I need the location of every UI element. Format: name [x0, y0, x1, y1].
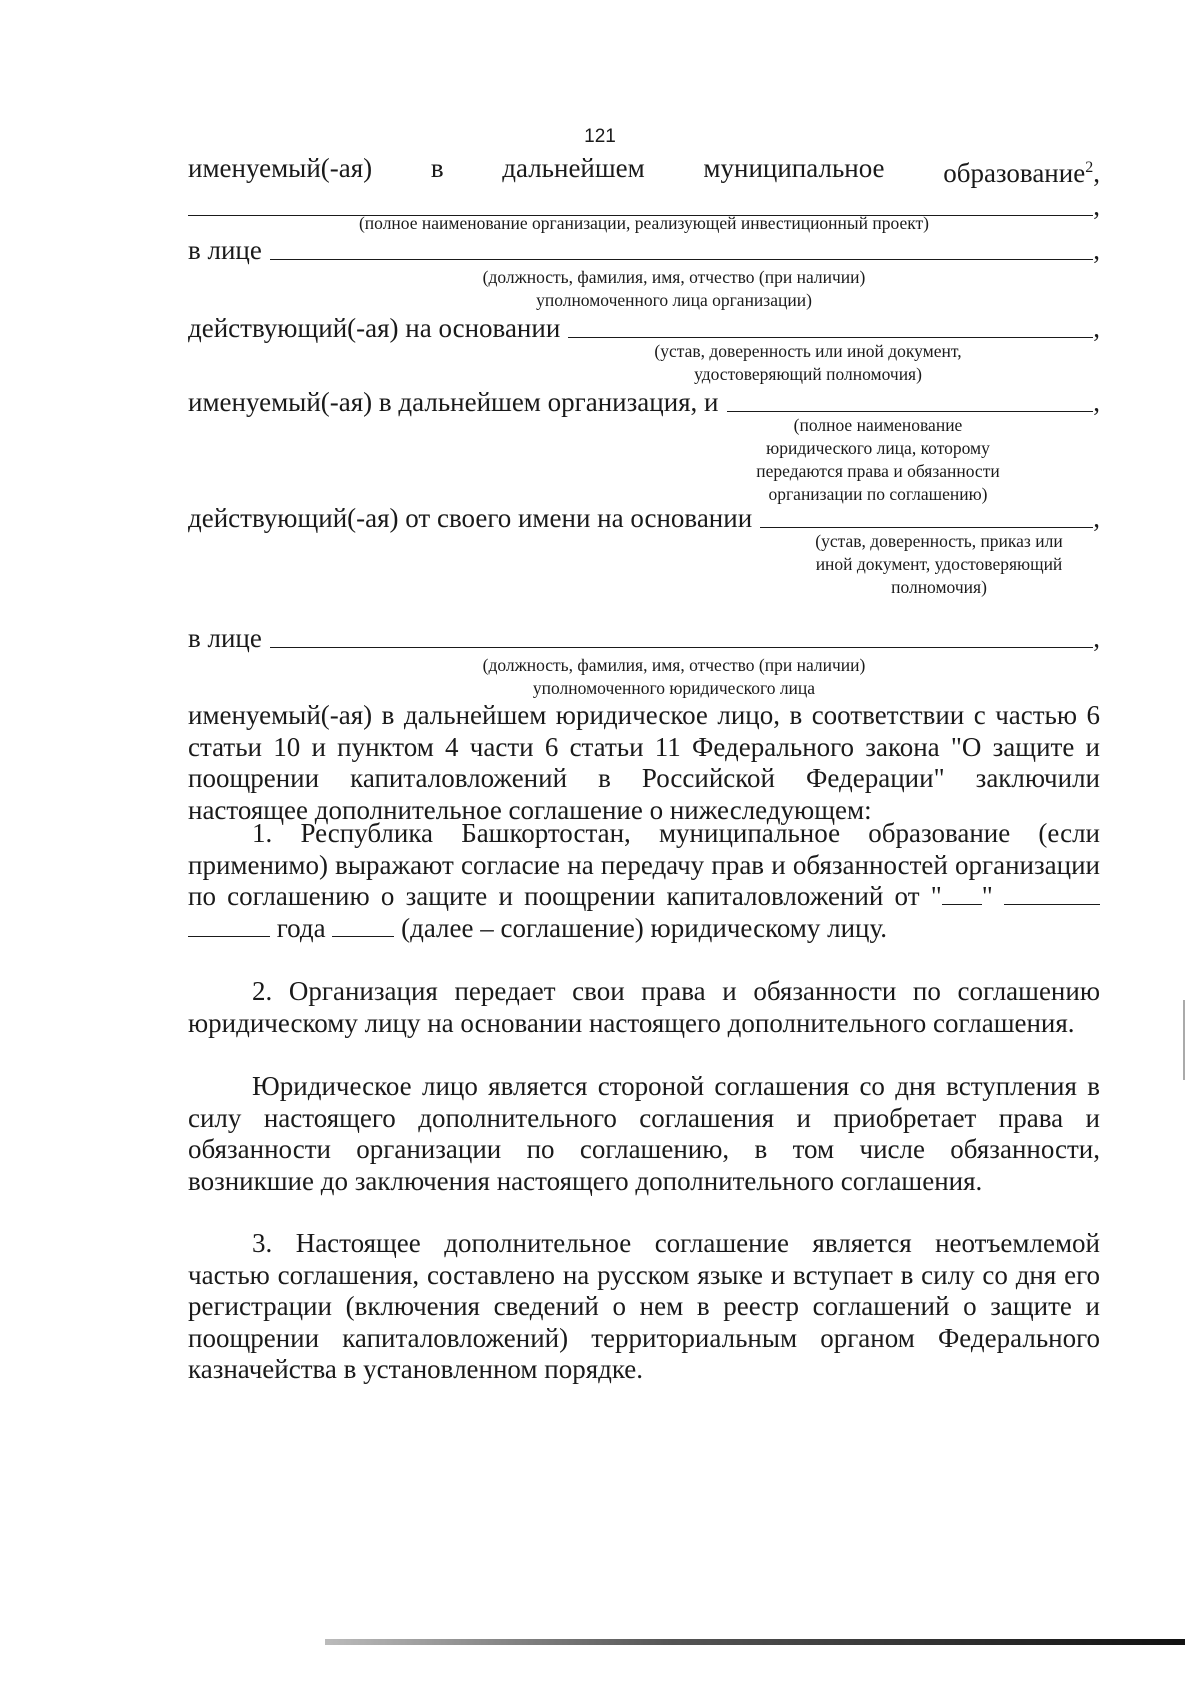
org-basis-blank[interactable]: [568, 313, 1093, 338]
legal-basis-note: (устав, доверенность, приказ или иной документ, удостоверяющий полномочия): [815, 531, 1063, 597]
intro-paragraph: именуемый(-ая) в дальнейшем юридическое лицо, в соответствии с частью 6 статьи 10 и пунктом 4 части 6 статьи 11 Федерального закона "О защите и поощрении капиталовложений в Российской Федерации" заключили настоящее дополнительное соглашение о нижеследующем:: [188, 700, 1100, 825]
org-name-note: (полное наименование организации, реализующей инвестиционный проект): [358, 213, 930, 233]
paragraph-3: 3. Настоящее дополнительное соглашение является неотъемлемой частью соглашения, составлено на русском языке и вступает в силу со дня его регистрации (включения сведений о нем в реестр соглашений о защите и поощрении капиталовложений) территориальным органом Федерального казначейства в установленном порядке.: [188, 1228, 1100, 1384]
acting-own-label: действующий(-ая) от своего имени на основании: [188, 503, 753, 533]
day-blank[interactable]: [942, 882, 982, 905]
named-org-label: именуемый(-ая) в дальнейшем организация, и: [188, 387, 719, 417]
org-person-blank[interactable]: [270, 235, 1093, 260]
org-person-note: (должность, фамилия, имя, отчество (при наличии) уполномоченного лица организации): [482, 267, 866, 310]
legal-name-note: (полное наименование юридического лица, которому передаются права и обязанности организации по соглашению): [756, 415, 1000, 504]
org-name-row: ,: [188, 190, 1100, 222]
legal-person-blank[interactable]: [270, 623, 1093, 648]
legal-basis-row: действующий(-ая) от своего имени на основании ,: [188, 503, 1100, 533]
legal-person-note: (должность, фамилия, имя, отчество (при наличии) уполномоченного юридического лица: [482, 655, 866, 698]
scan-margin-mark: [1183, 1000, 1185, 1080]
word-municipal: муниципальное: [703, 153, 885, 183]
in-person-label: в лице: [188, 235, 262, 265]
word-formation: образование$^2$,: [943, 158, 1100, 188]
paragraph-1: 1. Республика Башкортостан, муниципальное образование (если применимо) выражают согласие на передачу прав и обязанностей организации по соглашению о защите и поощрении капиталовложений от " " года (далее – соглашение) юридическому лицу.: [188, 818, 1100, 943]
legal-person-row: в лице ,: [188, 623, 1100, 653]
org-basis-note: (устав, доверенность или иной документ, удостоверяющий полномочия): [654, 341, 962, 384]
legal-name-blank[interactable]: [727, 387, 1094, 412]
page-number: 121: [584, 126, 616, 147]
number-blank[interactable]: [332, 914, 394, 937]
footnote-mark: 2: [1085, 159, 1094, 176]
footer-rule: [325, 1639, 1185, 1645]
org-person-row: в лице ,: [188, 235, 1100, 265]
municipality-line: [188, 152, 1100, 189]
paragraph-2b: Юридическое лицо является стороной соглашения со дня вступления в силу настоящего дополнительного соглашения и приобретает права и обязанности организации по соглашению, в том числе обязанности, возникшие до заключения настоящего дополнительного соглашения.: [188, 1071, 1100, 1196]
in-person-2-label: в лице: [188, 623, 262, 653]
paragraph-2: 2. Организация передает свои права и обязанности по соглашению юридическому лицу на основании настоящего дополнительного соглашения.: [188, 976, 1100, 1038]
named-org-row: именуемый(-ая) в дальнейшем организация, и ,: [188, 387, 1100, 417]
year-blank[interactable]: [188, 914, 270, 937]
legal-basis-blank[interactable]: [760, 503, 1093, 528]
month-blank[interactable]: [1004, 882, 1100, 905]
acting-basis-label: действующий(-ая) на основании: [188, 313, 561, 343]
org-basis-row: действующий(-ая) на основании ,: [188, 313, 1100, 343]
word-further: дальнейшем: [502, 153, 645, 183]
word-named: именуемый(-ая): [188, 153, 373, 183]
word-in: в: [430, 153, 444, 183]
